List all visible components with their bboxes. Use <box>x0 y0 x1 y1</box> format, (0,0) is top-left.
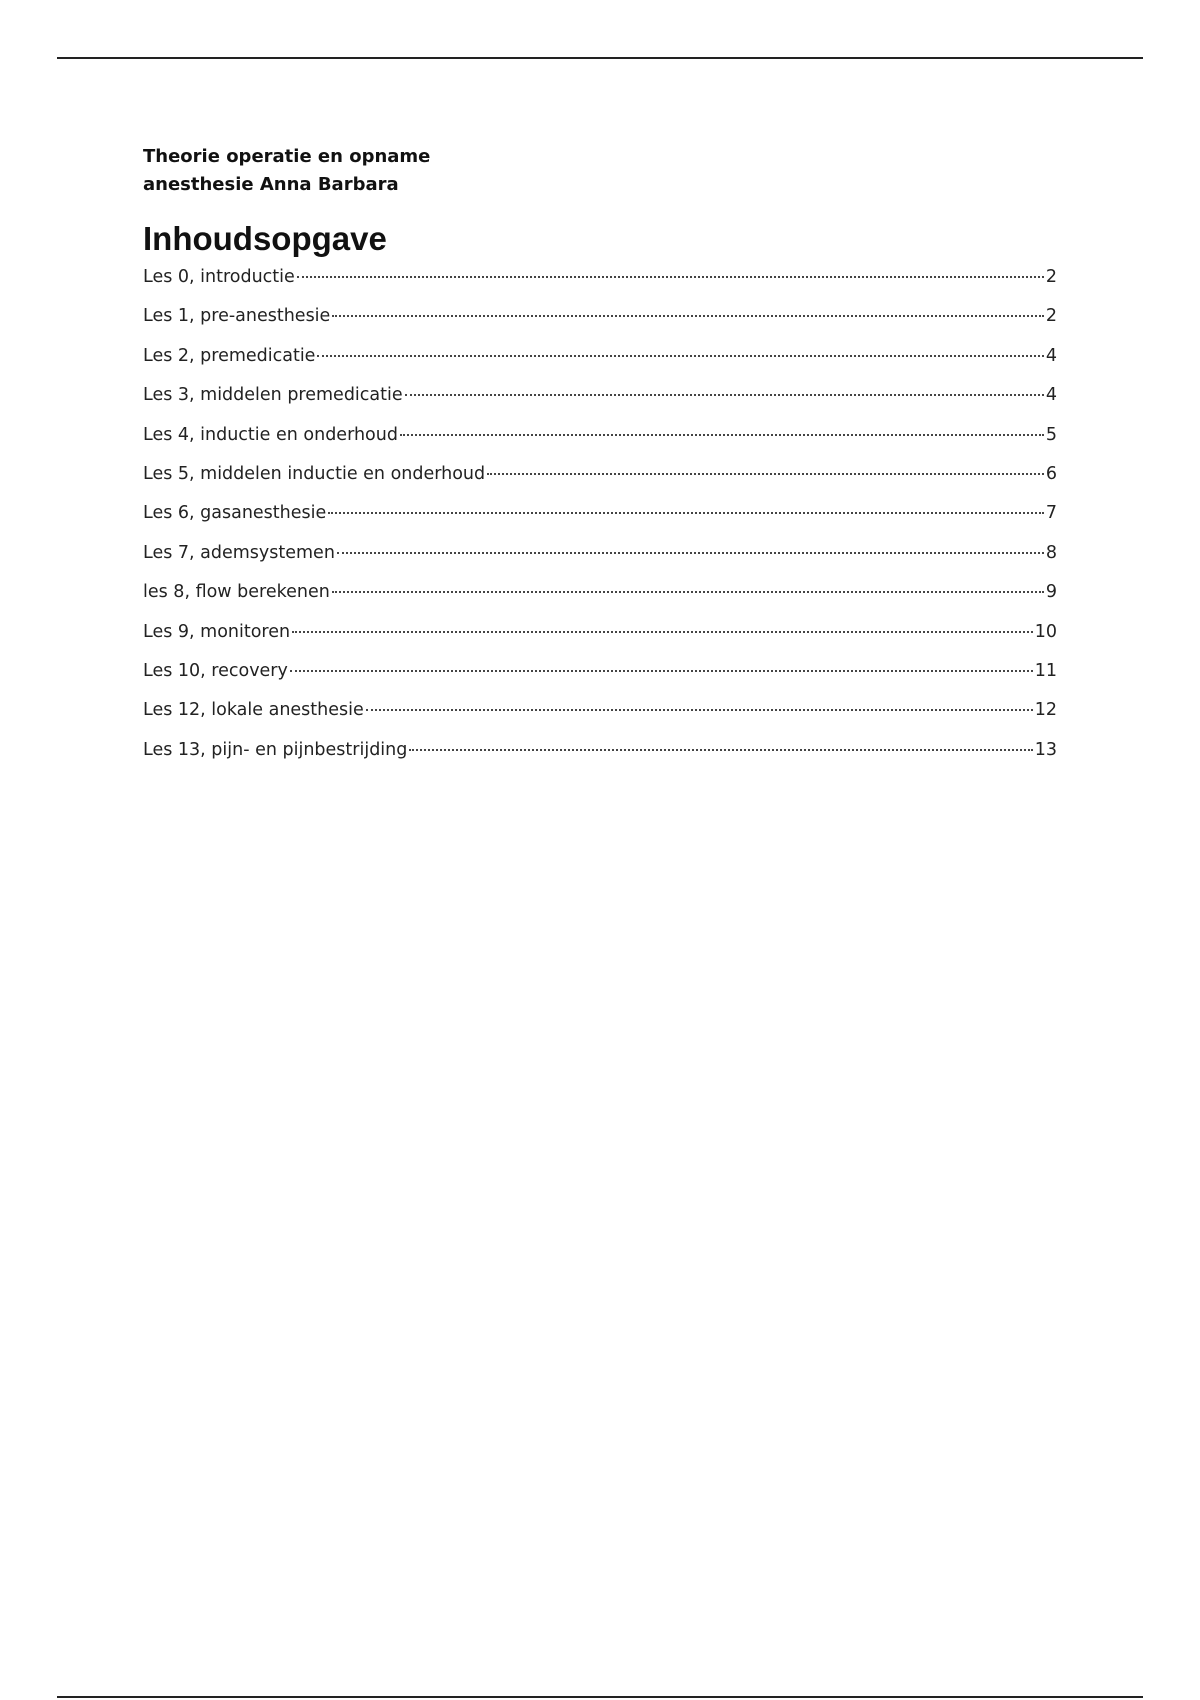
toc-entry-page: 2 <box>1045 306 1057 327</box>
toc-dot-leader <box>400 434 1044 436</box>
toc-entry-page: 6 <box>1045 463 1057 484</box>
toc-dot-leader <box>328 512 1044 514</box>
toc-entry-page: 7 <box>1045 503 1057 524</box>
toc-entry-page: 8 <box>1045 542 1057 563</box>
toc-entry[interactable] <box>143 306 1057 345</box>
document-title-line-1: Theorie operatie en opname <box>143 146 431 167</box>
toc-dot-leader <box>290 670 1033 672</box>
toc-entry-page: 13 <box>1034 739 1057 760</box>
toc-entry-label: Les 5, middelen inductie en onderhoud <box>143 463 486 484</box>
toc-dot-leader <box>292 631 1033 633</box>
toc-entry[interactable] <box>143 503 1057 542</box>
toc-entry-page: 9 <box>1045 582 1057 603</box>
toc-entry-page: 4 <box>1045 345 1057 366</box>
toc-entry-label: Les 1, pre-anesthesie <box>143 306 331 327</box>
toc-entry-label: Les 6, gasanesthesie <box>143 503 327 524</box>
toc-entry-label: Les 10, recovery <box>143 660 288 681</box>
toc-dot-leader <box>405 394 1044 396</box>
toc-dot-leader <box>332 315 1044 317</box>
toc-entry-label: Les 3, middelen premedicatie <box>143 385 403 406</box>
page-content <box>143 143 1057 779</box>
toc-entry[interactable] <box>143 385 1057 424</box>
toc-entry[interactable] <box>143 740 1057 779</box>
toc-entry-label: Les 2, premedicatie <box>143 345 316 366</box>
toc-entry[interactable] <box>143 425 1057 464</box>
toc-entry-label: les 8, flow berekenen <box>143 582 330 603</box>
toc-dot-leader <box>366 709 1033 711</box>
toc-entry-label: Les 4, inductie en onderhoud <box>143 424 398 445</box>
toc-entry[interactable] <box>143 543 1057 582</box>
toc-dot-leader <box>317 355 1043 357</box>
toc-entry[interactable] <box>143 622 1057 661</box>
toc-entry-label: Les 13, pijn- en pijnbestrijding <box>143 739 408 760</box>
toc-dot-leader <box>409 749 1032 751</box>
toc-entry-label: Les 9, monitoren <box>143 621 291 642</box>
toc-entry[interactable] <box>143 661 1057 700</box>
toc-entry-page: 10 <box>1034 621 1057 642</box>
toc-dot-leader <box>332 591 1044 593</box>
table-of-contents <box>143 267 1057 779</box>
header-rule <box>57 57 1143 59</box>
toc-entry-page: 5 <box>1045 424 1057 445</box>
toc-heading: Inhoudsopgave <box>143 220 387 257</box>
toc-entry-page: 11 <box>1034 660 1057 681</box>
toc-entry[interactable] <box>143 464 1057 503</box>
toc-dot-leader <box>297 276 1044 278</box>
toc-dot-leader <box>487 473 1044 475</box>
toc-entry[interactable] <box>143 346 1057 385</box>
toc-entry[interactable] <box>143 582 1057 621</box>
toc-entry[interactable] <box>143 267 1057 306</box>
toc-entry-page: 4 <box>1045 385 1057 406</box>
toc-entry-label: Les 0, introductie <box>143 267 295 287</box>
document-title-line-2: anesthesie Anna Barbara <box>143 174 399 195</box>
toc-dot-leader <box>337 552 1044 554</box>
footer-rule <box>57 1696 1143 1698</box>
toc-entry-label: Les 7, ademsystemen <box>143 542 335 563</box>
toc-entry[interactable] <box>143 700 1057 739</box>
toc-entry-page: 12 <box>1034 700 1057 721</box>
toc-entry-label: Les 12, lokale anesthesie <box>143 700 364 721</box>
toc-entry-page: 2 <box>1045 267 1057 287</box>
